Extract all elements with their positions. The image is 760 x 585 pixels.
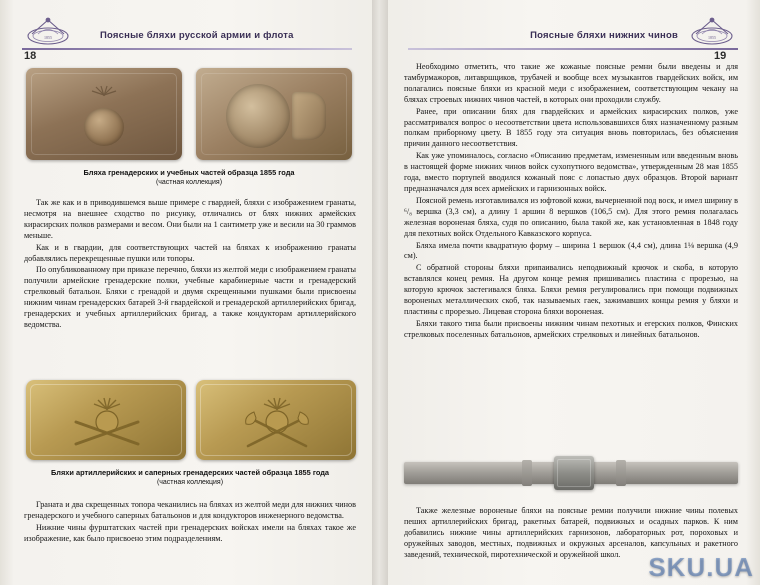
- buckle-artillery-cannons: [26, 380, 186, 460]
- page-number-left: 18: [24, 50, 37, 62]
- figure-1-photo: [24, 62, 354, 164]
- page-number-right: 19: [714, 50, 727, 62]
- left-text-block-2: Граната и два скрещенных топора чеканились на бляхах из желтой меди для нижних чинов гренадерского и учебного саперных батальонов и для кондукторов инженерного ведомства. Нижние чины фурштатских частей при гренадерских войсках имели на бляхах такое же изображение, как было присвоено этим подразделениям.: [24, 500, 356, 543]
- running-head-right-title: Поясные бляхи нижних чинов: [530, 29, 678, 41]
- svg-text:1855: 1855: [44, 35, 52, 40]
- belt-slider-right: [616, 460, 626, 486]
- buckle-back-hook: [196, 68, 352, 160]
- watermark: SKU.UA: [648, 552, 754, 582]
- right-text-block-1: Необходимо отметить, что такие же кожаные поясные ремни были введены и для тамбурмажоров, литавршциков, трубачей и вообще всех музыкантов гвардейских войск, им полагались поясные бляхи из красной меди с изображением, соответствующим чекану на бляхах строевых нижних чинов частей, в которых они проходили службу. Ранее, при описании блях для гвардейских и армейских кирасирских полков, уже рассматривался вопрос о несоответствии цвета использовавшихся блях назначенному разным полкам приборному цвету. В 1855 году эта ситуация вновь повторилась, без объяснения причин данного несоответствия. Как уже упоминалось, согласно «Описанию предметам, измененным или введенным вновь в настоящей форме нижних чинов войск сухопутного ведомства», утвержденным 28 мая 1855 года, вместо портупей вводился кожаный пояс с лопастью двух образцов. Второй вариант предназначался для всех армейских и гарнизонных войск. Поясной ремень изготавливался из юфтовой кожи, вычерненной под воск, и имел ширину в ⁶/₈ вершка (3,3 см), а длину 1 аршин 8 вершков (106,5 см). Для этого ремня полагалась железная вороненая бляха, судя по описанию, была такой же, как установленная в 1848 году для пехотных войск Отдельного Кавказского корпуса. Бляха имела почти квадратную форму – ширина 1 вершок (4,4 см), длина 1⅛ вершка (4,9 см). С обратной стороны бляхи припаивались неподвижный крючок и скоба, в которую вставлялся конец ремня. На другом конце ремня пришивались пластина с прорезью, на которую крючок застегивался бляха. Бляхи ремня регулировались при помощи подвижных вороненых металлических скоб, так называемых гаек, зажимавших концы ремня у бляхи и пластины с прорезью. Лицевая сторона бляхи вороненая. Бляхи такого типа были присвоены нижним чинам пехотных и егерских полков, Финских стрелковых поселенных батальонов, армейских стрелковых и линейных батальонов.: [404, 62, 738, 339]
- running-head-left-title: Поясные бляхи русской армии и флота: [100, 29, 294, 41]
- belt-with-steel-buckle: [554, 456, 594, 490]
- left-text-block-1: Так же как и в приводившемся выше примере с гвардией, бляхи с изображением гранаты, несмотря на внешнее сходство по рисунку, отличались от блях нижних армейских кирасирских полков размерами и весом. Они были на 1 сантиметр уже и весили на 30 граммов меньше. Как и в гвардии, для соответствующих частей на бляхах к изображению гранаты добавлялись перекрещенные пушки или топоры. По опубликованному при приказе перечню, бляхи из желтой меди с изображением гранаты получили армейские гренадерские полки, учебные карабинерные части и гренадерский стрелковый батальон. Бляхи с гренадой и двумя скрещенными пушками были присвоены нижним чинам гренадерских батарей 3-й гвардейской и гренадерской артиллерийских бригад, гренадерских и учебных артиллерийских бригад, а также кондукторам артиллерийского ведомства.: [24, 198, 356, 329]
- belt-slider-left: [522, 460, 532, 486]
- right-text-block-2: Также железные вороненые бляхи на поясные ремни получили нижние чины полевых пеших артиллерийских бригад, ракетных батарей, подвижных и осадных парков. К ним добавились нижние чины артиллерийских гарнизонов, лабораторных рот, пороховых и оружейных заводов, местных, подвижных и окружных арсеналов, капсульных и ракетного заведений, технической, пиротехнической и оружейной школ.: [404, 506, 738, 559]
- running-head-right: [410, 22, 740, 48]
- figure-2-photo: [24, 378, 356, 464]
- svg-text:1855: 1855: [708, 35, 716, 40]
- figure-2-caption: Бляхи артиллерийских и саперных гренадерских частей образца 1855 года (частная коллекция): [50, 468, 330, 487]
- figure-3-photo: [404, 452, 738, 494]
- header-rule-left: [22, 48, 352, 50]
- buckle-front-grenade: [26, 68, 182, 160]
- book-gutter: [372, 0, 388, 585]
- figure-1-caption: Бляха гренадерских и учебных частей образца 1855 года (частная коллекция): [83, 168, 295, 187]
- buckle-sapper-axes: [196, 380, 356, 460]
- header-rule-right: [408, 48, 738, 50]
- running-head-left: [22, 22, 352, 48]
